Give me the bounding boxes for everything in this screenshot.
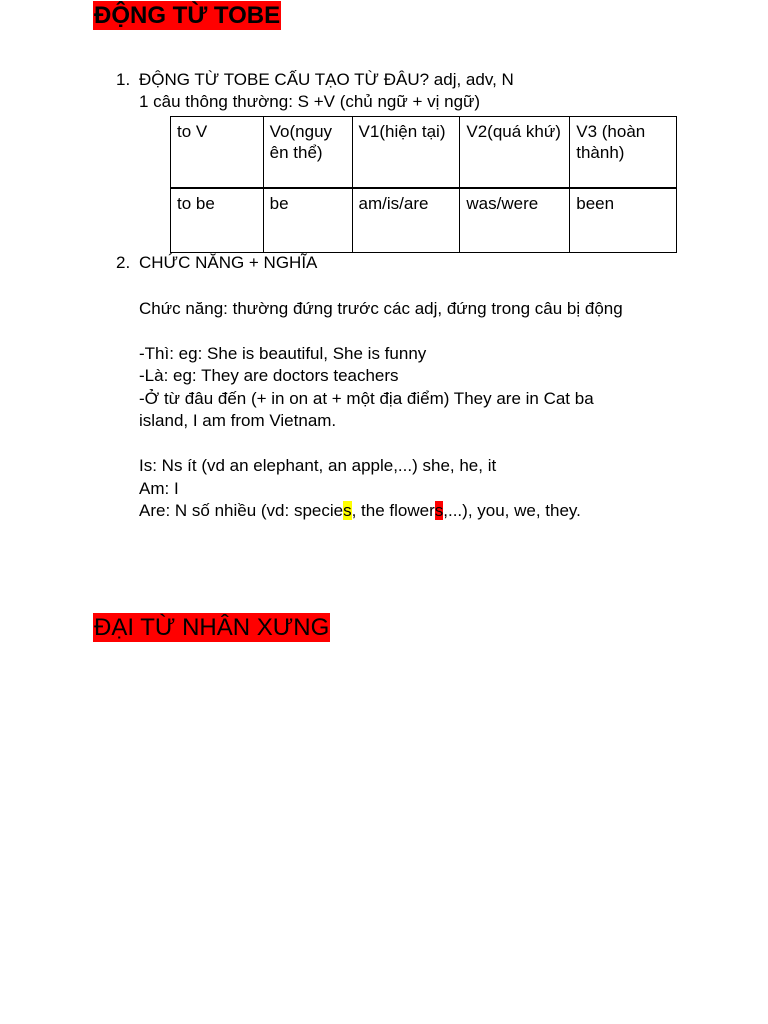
usage-are <box>139 500 581 522</box>
list-number-1: 1. <box>116 70 131 89</box>
function-description: Chức năng: thường đứng trước các adj, đứng trong câu bị động <box>139 299 623 318</box>
meaning-thi: -Thì: eg: She is beautiful, She is funny <box>139 344 427 363</box>
table-header-row <box>171 117 677 189</box>
table-row <box>171 188 677 253</box>
section-title-dong-tu-tobe: ĐỘNG TỪ TOBE <box>94 2 281 29</box>
usage-is: Is: Ns ít (vd an elephant, an apple,...) she, he, it <box>139 456 497 475</box>
meaning-o-line-2: island, I am from Vietnam. <box>139 411 337 430</box>
table-header-cell: Vo(nguy ên thể) <box>263 117 352 189</box>
usage-are-text: Are: N số nhiều (vd: specie <box>139 501 344 520</box>
list-item-2-title: CHỨC NĂNG + NGHĨA <box>139 253 318 272</box>
table-cell: to be <box>171 188 264 253</box>
highlighted-letter-yellow: s <box>343 501 352 520</box>
usage-are-text: , the flower <box>351 501 435 520</box>
list-item-1-line-2: 1 câu thông thường: S +V (chủ ngữ + vị ngữ) <box>139 92 481 111</box>
table-cell: was/were <box>460 188 570 253</box>
section-title-dai-tu-nhan-xung: ĐẠI TỪ NHÂN XƯNG <box>94 614 330 641</box>
tobe-conjugation-table <box>170 116 677 253</box>
meaning-la: -Là: eg: They are doctors teachers <box>139 366 399 385</box>
usage-are-text: ,...), you, we, they. <box>443 501 581 520</box>
list-item-1-line-1: ĐỘNG TỪ TOBE CẤU TẠO TỪ ĐÂU? adj, adv, N <box>139 70 514 89</box>
table-cell: am/is/are <box>352 188 460 253</box>
table-header-cell: V3 (hoàn thành) <box>570 117 677 189</box>
table-cell: been <box>570 188 677 253</box>
table-header-cell: V2(quá khứ) <box>460 117 570 189</box>
table-cell: be <box>263 188 352 253</box>
meaning-o-line-1: -Ở từ đâu đến (+ in on at + một địa điểm) They are in Cat ba <box>139 389 594 408</box>
usage-am: Am: I <box>139 479 179 498</box>
table-header-cell: V1(hiện tại) <box>352 117 460 189</box>
table-header-cell: to V <box>171 117 264 189</box>
list-number-2: 2. <box>116 253 131 272</box>
highlighted-letter-red: s <box>434 501 444 520</box>
